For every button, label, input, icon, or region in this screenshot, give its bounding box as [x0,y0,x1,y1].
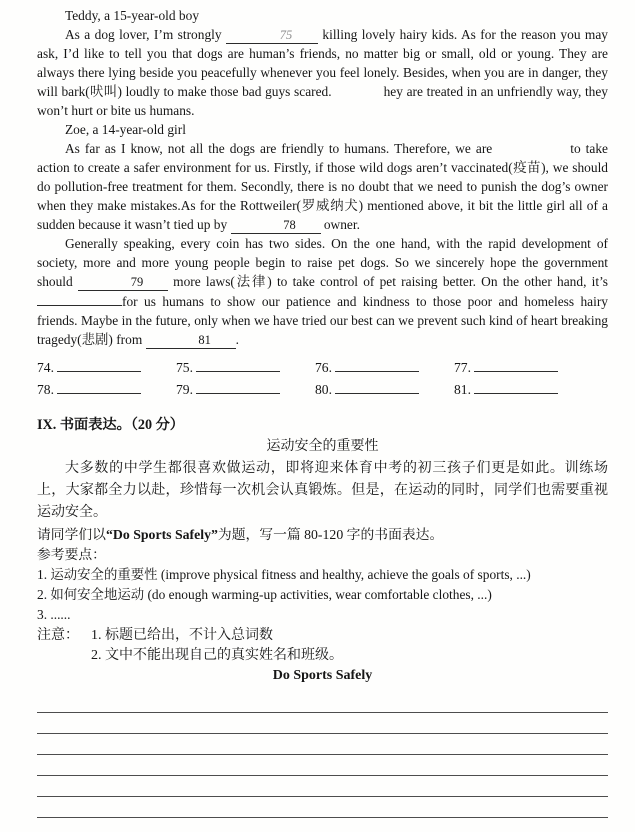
text-segment: hey are treated in an unfriendly way, they won’t hurt or bite us humans. [37,84,608,118]
fill-in-blank: 75 [226,29,318,44]
answer-blank-line [196,380,280,394]
writing-intro-paragraph: 大多数的中学生都很喜欢做运动，即将迎来体育中考的初三孩子们更是如此。训练场上，大家都全力以赴，珍惜每一次机会认真锻炼。但是，在运动的同时，同学们也需要重视运动安全。 [37,461,608,520]
answer-number: 78. [37,382,54,397]
fill-in-blank: 81 [146,334,236,349]
answer-number: 74. [37,360,54,375]
text-segment: Generally speaking, every coin has two sides. On the one hand, with the rapid development of society, more and more young people begin to raise pet dogs. So we sincerely hope the government should [37,236,608,289]
essay-title: Do Sports Safely [272,668,373,683]
writing-line [37,734,608,755]
answer-slot-76 [315,358,454,376]
answer-blank-line [335,358,419,372]
answer-blank-line [196,358,280,372]
passage-paragraph-zoe [37,139,608,234]
answer-slot-78 [37,380,176,398]
text-segment: more laws(法律) to take control of pet raising better. On the other hand, it’s [167,274,608,289]
text-segment: owner. [320,217,360,232]
text-segment: 为题，写一篇 80-120 字的书面表达。 [217,527,444,542]
passage-paragraph-general [37,234,608,349]
answer-number: 79. [176,382,193,397]
blank-gap [332,95,384,96]
fill-in-blank: 78 [231,219,321,234]
writing-line [37,818,608,832]
reference-point: 1. 运动安全的重要性 (improve physical fitness and healthy, achieve the goals of sports, ...) [37,567,531,582]
answer-number: 76. [315,360,332,375]
answer-row [37,358,608,380]
notes-block [37,625,608,665]
answer-number: 77. [454,360,471,375]
answer-number: 80. [315,382,332,397]
answer-row [37,380,608,402]
answer-number: 75. [176,360,193,375]
answer-blank-line [335,380,419,394]
writing-lines-area [37,692,608,832]
writing-line [37,776,608,797]
answer-slot-75 [176,358,315,376]
reference-points-list [37,565,608,625]
fill-in-blank: 79 [78,276,168,291]
answer-blank-line [474,380,558,394]
notes-label: 注意： [37,628,79,643]
notes-list [91,625,343,665]
bold-text-segment: “Do Sports Safely” [105,527,218,542]
answer-blank-line [474,358,558,372]
answer-slot-79 [176,380,315,398]
text-segment: killing lovely hairy kids. As for the reason you may ask, I’d like to tell you that dogs are human’s friends, no matter big or small, old or young. They are always there lying beside you peacefully whenever you feel lonely. Besides, when you are in danger, they will bark(吠叫) loudly to make those bad guys scared. [37,27,608,99]
text-segment: 请同学们以 [37,527,106,542]
text-segment: for us humans to show our patience and kindness to those poor and homeless hairy friends. Maybe in the future, only when we have tried our best can we prevent such kind of heart breaking tragedy(悲剧) from [37,294,608,347]
passage-paragraph-teddy [37,25,608,120]
note-item: 2. 文中不能出现自己的真实姓名和班级。 [91,648,343,663]
section-ix-heading: IX. 书面表达。（20 分） [37,417,184,433]
text-segment: to take action to create a safer environment for us. Firstly, if those wild dogs aren’t vaccinated(疫苗), we should do pollution-free treatment for them. Secondly, there is no doubt that we need to punish the dog’s owner when they make mistakes.As for the Rottweiler(罗威纳犬) mentioned above, it bit the little girl all of a sudden because it wasn’t tied up by [37,141,608,232]
text-segment: As a dog lover, I’m strongly [65,27,226,42]
fill-in-blank [37,291,122,306]
text-segment: . [235,332,239,347]
writing-topic-title: 运动安全的重要性 [266,439,379,454]
writing-line [37,797,608,818]
answer-blanks-grid [37,358,608,402]
reading-passage [37,6,608,350]
answer-slot-80 [315,380,454,398]
writing-line [37,692,608,713]
note-item: 1. 标题已给出，不计入总词数 [91,628,273,643]
text-segment: As far as I know, not all the dogs are friendly to humans. Therefore, we are [65,141,493,156]
answer-blank-line [57,380,141,394]
reference-point: 2. 如何安全地运动 (do enough warming-up activities, wear comfortable clothes, ...) [37,587,492,602]
passage-speaker-teddy: Teddy, a 15-year-old boy [65,8,200,23]
answer-slot-81 [454,380,558,398]
writing-line [37,755,608,776]
reference-point: 3. ...... [37,607,71,622]
answer-number: 81. [454,382,471,397]
answer-slot-74 [37,358,176,376]
answer-slot-77 [454,358,558,376]
reference-points-label: 参考要点： [37,547,106,562]
writing-line [37,713,608,734]
passage-speaker-zoe: Zoe, a 14-year-old girl [65,122,186,137]
writing-task-line [37,524,608,545]
blank-gap [492,152,570,153]
answer-blank-line [57,358,141,372]
